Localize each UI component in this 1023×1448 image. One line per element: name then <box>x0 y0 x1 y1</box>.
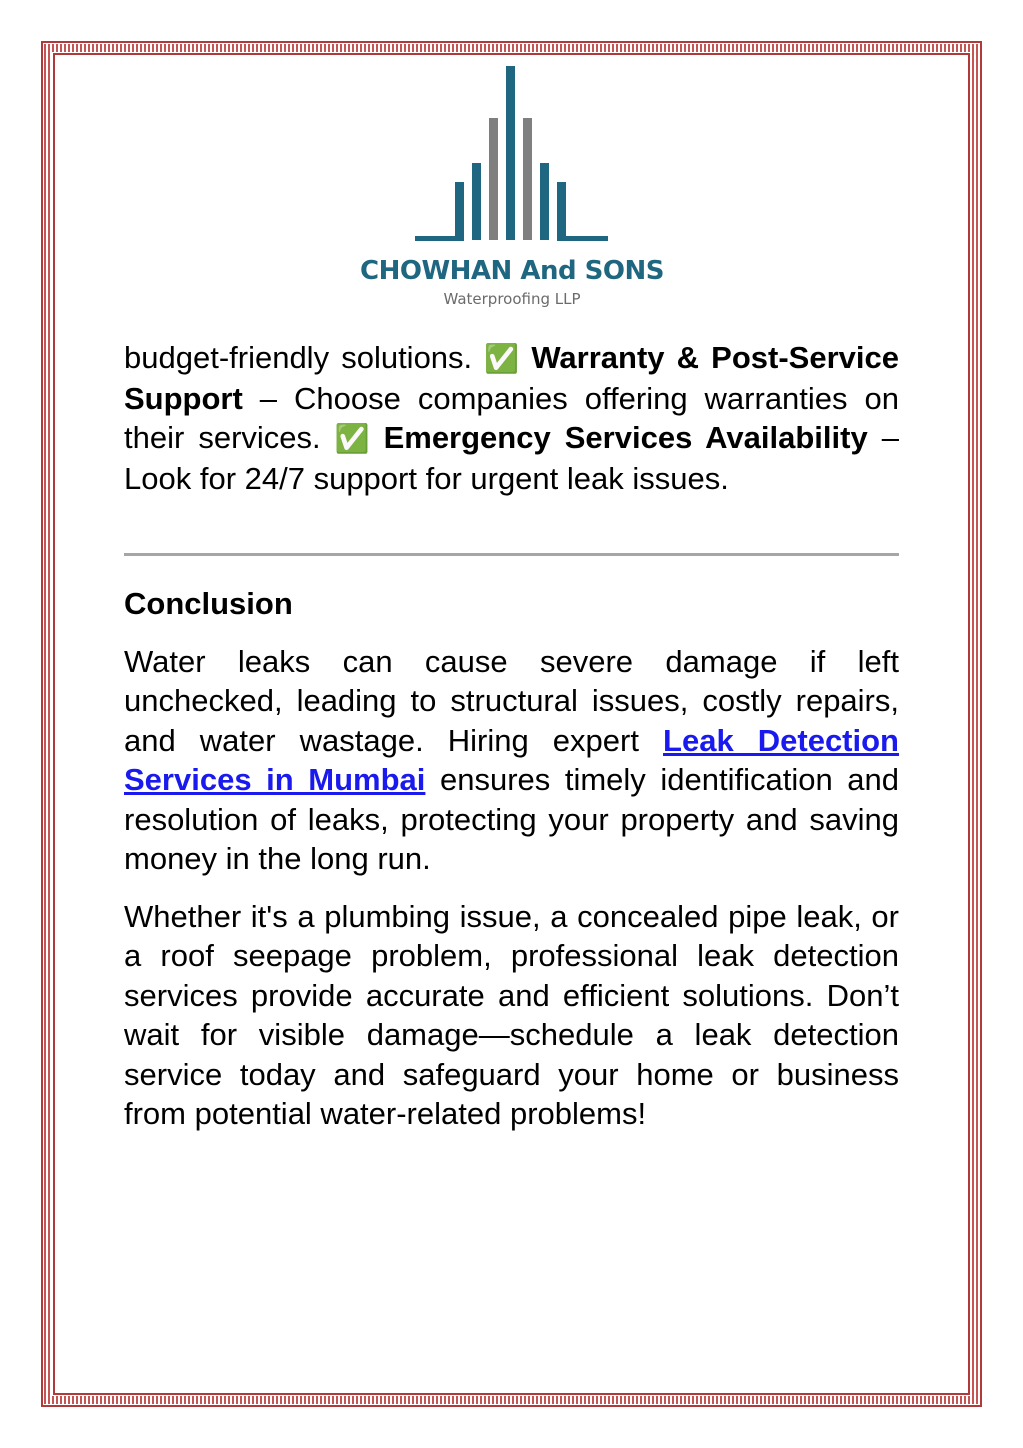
intro-text-2: – Choose companies offering warranties on their services. <box>124 380 899 455</box>
building-bars-icon <box>350 60 674 250</box>
check-icon: ✅ <box>484 342 520 375</box>
intro-text-1: budget-friendly solutions. <box>124 340 485 375</box>
logo-company-subtitle: Waterproofing LLP <box>443 290 581 308</box>
company-logo <box>350 60 674 320</box>
conclusion-text-before-link: Water leaks can cause severe damage if left unchecked, leading to structural issues, costly repairs, and water wastage. Hiring expert <box>124 643 899 758</box>
intro-text-3: – Look for 24/7 support for urgent leak issues. <box>124 420 899 496</box>
horizontal-rule <box>124 553 899 556</box>
conclusion-heading: Conclusion <box>124 586 293 621</box>
intro-bold-emergency: Emergency Services Availability <box>383 420 868 455</box>
intro-paragraph <box>124 338 899 498</box>
logo-company-name: CHOWHAN And SONS <box>360 256 664 286</box>
conclusion-paragraph-1 <box>124 642 899 879</box>
leak-detection-link[interactable]: Leak Detection Services in Mumbai <box>124 722 899 797</box>
intro-bold-warranty: Warranty & Post-Service Support <box>124 340 899 416</box>
conclusion-text-after-link: ensures timely identification and resolution of leaks, protecting your property and saving money in the long run. <box>124 762 899 876</box>
check-icon: ✅ <box>334 422 370 455</box>
document-body <box>124 338 899 1134</box>
conclusion-paragraph-2: Whether it's a plumbing issue, a concealed pipe leak, or a roof seepage problem, professional leak detection services provide accurate and efficient solutions. Don’t wait for visible damage—schedule a leak detection service today and safeguard your home or business from potential water-related problems! <box>124 898 899 1131</box>
